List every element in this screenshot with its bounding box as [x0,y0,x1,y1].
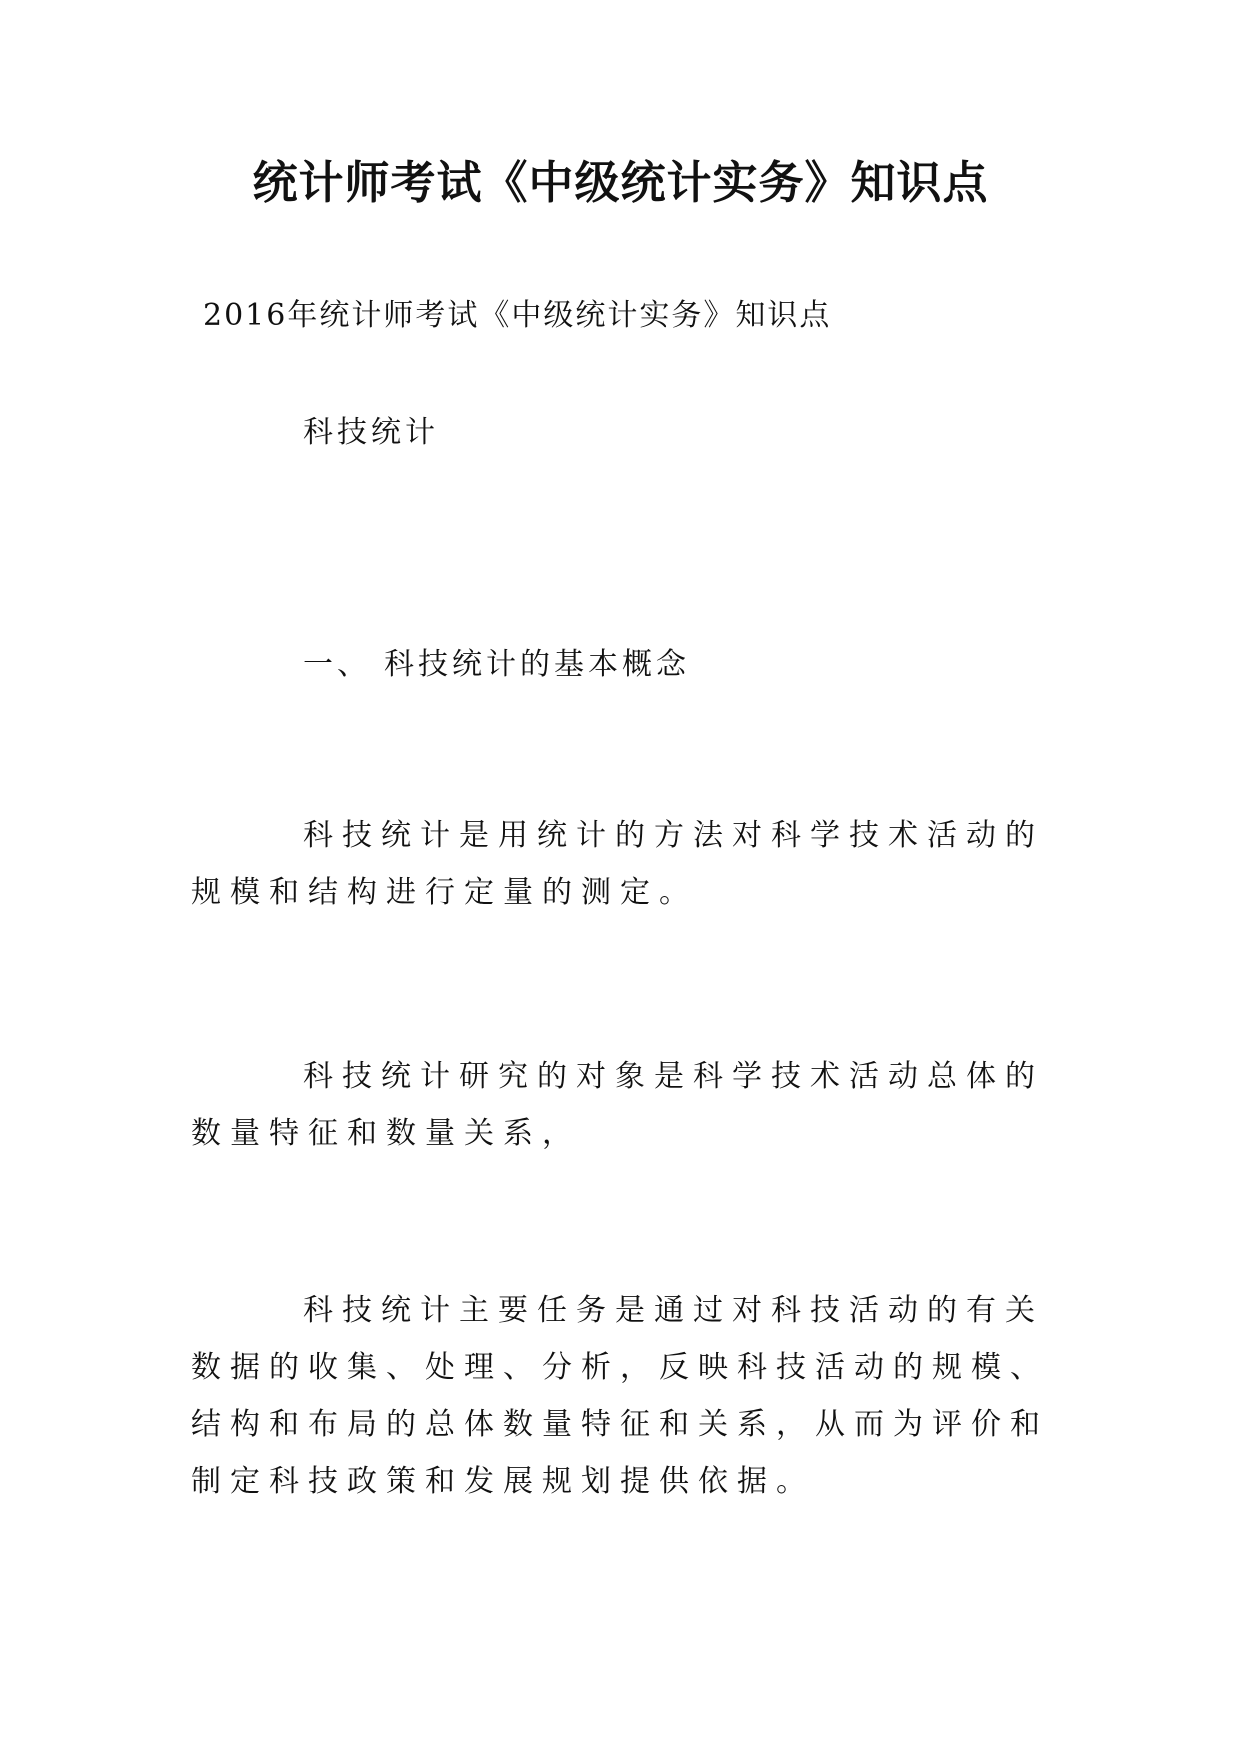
heading-text: 科技统计的基本概念 [384,647,690,682]
heading-number: 一、 [303,647,371,682]
paragraph-tasks: 科技统计主要任务是通过对科技活动的有关数据的收集、处理、分析，反映科技活动的规模、结构和布局的总体数量特征和关系，从而为评价和制定科技政策和发展规划提供依据。 [191,1293,1049,1499]
paragraph-definition: 科技统计是用统计的方法对科学技术活动的规模和结构进行定量的测定。 [191,818,1044,910]
document-title: 统计师考试《中级统计实务》知识点 [252,156,989,209]
paragraph-object: 科技统计研究的对象是科学技术活动总体的数量特征和数量关系， [191,1059,1044,1151]
section-title: 科技统计 [303,415,439,450]
document-subtitle: 2016年统计师考试《中级统计实务》知识点 [203,298,832,333]
